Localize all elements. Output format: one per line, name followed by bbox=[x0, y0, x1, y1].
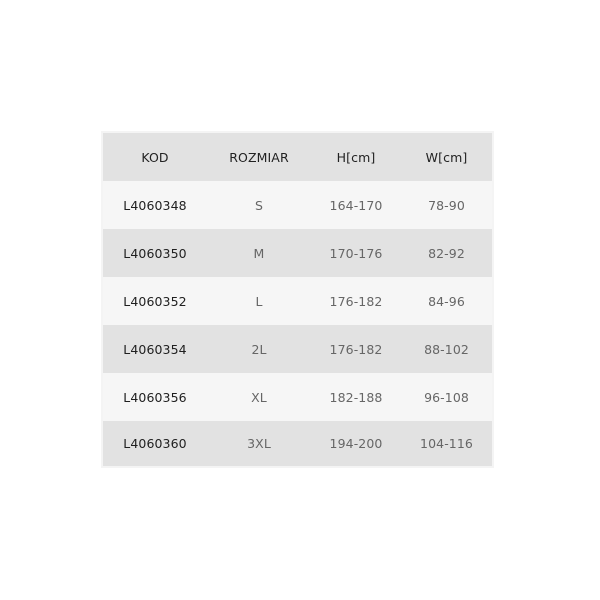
table-row bbox=[103, 325, 492, 373]
cell-height: 176-182 bbox=[329, 293, 383, 309]
cell-code: L4060360 bbox=[123, 436, 187, 451]
cell-code: L4060354 bbox=[123, 341, 187, 357]
cell-waist: 82-92 bbox=[428, 245, 465, 261]
column-header-waist: W[cm] bbox=[425, 149, 468, 165]
cell-size: S bbox=[254, 197, 264, 213]
table-row bbox=[103, 373, 492, 421]
size-table bbox=[103, 133, 492, 466]
column-header-code: KOD bbox=[141, 149, 169, 165]
cell-height: 176-182 bbox=[329, 341, 383, 357]
column-header-size: ROZMIAR bbox=[229, 149, 289, 165]
cell-height: 170-176 bbox=[329, 245, 383, 261]
cell-size: L bbox=[255, 293, 263, 309]
cell-waist: 78-90 bbox=[428, 197, 465, 213]
cell-waist: 88-102 bbox=[424, 341, 469, 357]
cell-waist: 104-116 bbox=[420, 436, 473, 451]
cell-waist: 84-96 bbox=[428, 293, 465, 309]
column-header-height: H[cm] bbox=[336, 149, 376, 165]
cell-height: 194-200 bbox=[329, 436, 383, 451]
cell-size: 2L bbox=[251, 341, 267, 357]
cell-code: L4060352 bbox=[123, 293, 187, 309]
cell-code: L4060348 bbox=[123, 197, 187, 213]
cell-code: L4060356 bbox=[123, 389, 187, 405]
cell-height: 182-188 bbox=[329, 389, 383, 405]
cell-code: L4060350 bbox=[123, 245, 187, 261]
table-row bbox=[103, 181, 492, 229]
table-header-row bbox=[103, 133, 492, 181]
cell-size: M bbox=[253, 245, 265, 261]
table-row bbox=[103, 229, 492, 277]
cell-waist: 96-108 bbox=[424, 389, 469, 405]
size-table-container bbox=[101, 131, 494, 468]
cell-size: 3XL bbox=[247, 436, 271, 451]
cell-height: 164-170 bbox=[329, 197, 383, 213]
table-row bbox=[103, 421, 492, 466]
cell-size: XL bbox=[251, 389, 267, 405]
table-row bbox=[103, 277, 492, 325]
